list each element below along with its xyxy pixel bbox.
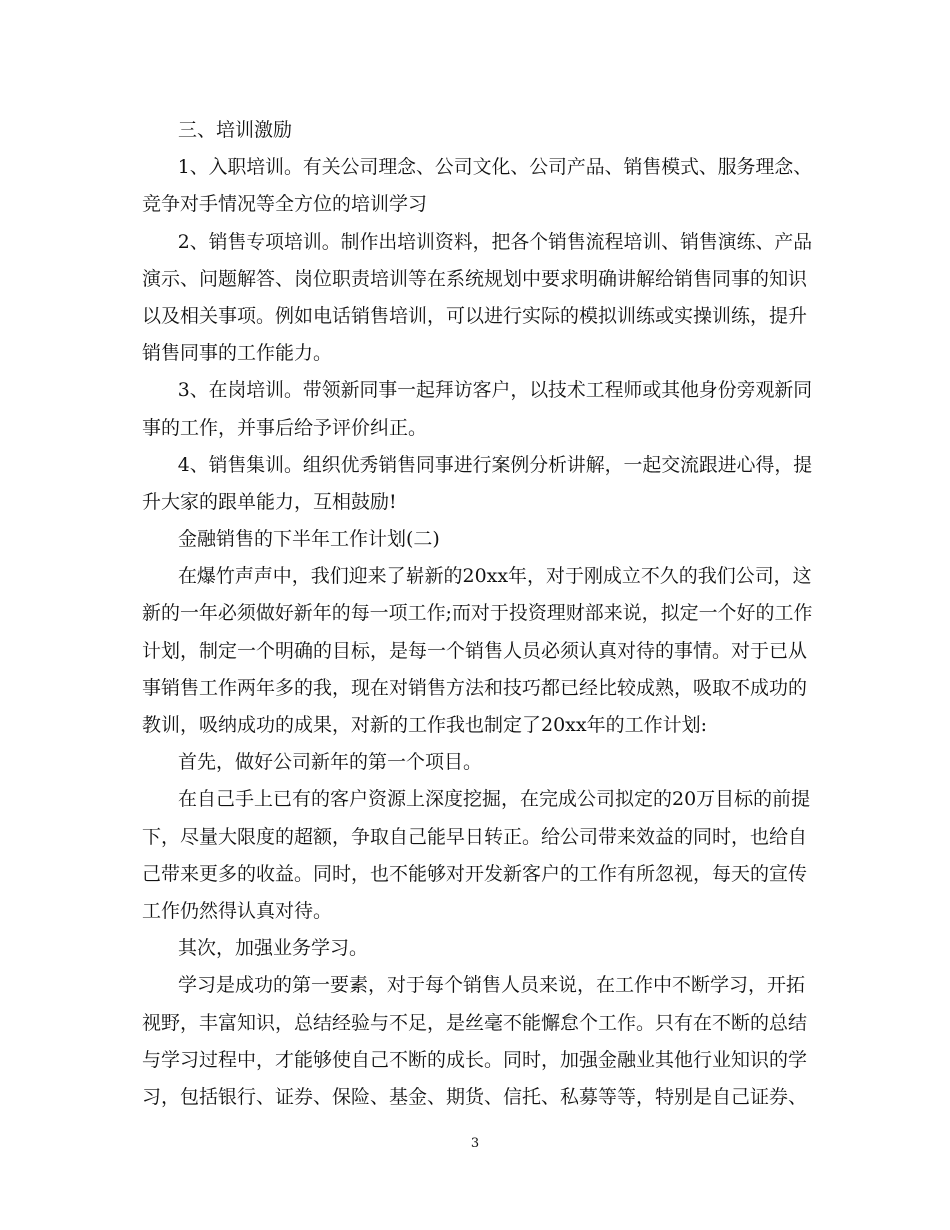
text-line: 工作仍然得认真对待。 [142,899,333,922]
text-line: 销售同事的工作能力。 [142,342,333,365]
text-line: 计划，制定一个明确的目标，是每一个销售人员必须认真对待的事情。对于已从 [142,639,808,662]
text-line: 视野，丰富知识，总结经验与不足，是丝毫不能懈怠个工作。只有在不断的总结 [142,1011,808,1034]
text-line: 1、入职培训。有关公司理念、公司文化、公司产品、销售模式、服务理念、 [177,156,813,179]
text-line: 升大家的跟单能力，互相鼓励! [142,490,397,513]
text-line: 首先，做好公司新年的第一个项目。 [178,751,483,774]
text-line: 教训，吸纳成功的成果，对新的工作我也制定了20xx年的工作计划: [142,714,708,736]
text-line: 己带来更多的收益。同时，也不能够对开发新客户的工作有所忽视，每天的宣传 [142,862,808,885]
text-line: 在爆竹声声中，我们迎来了崭新的20xx年，对于刚成立不久的我们公司，这 [177,565,812,588]
text-line: 在自己手上已有的客户资源上深度挖掘，在完成公司拟定的20万目标的前提 [178,788,811,811]
text-line: 习，包括银行、证券、保险、基金、期货、信托、私募等等，特别是自己证券、 [142,1085,808,1108]
text-line: 下，尽量大限度的超额，争取自己能早日转正。给公司带来效益的同时，也给自 [142,825,808,848]
text-line: 事的工作，并事后给予评价纠正。 [142,416,428,439]
text-line: 三、培训激励 [178,119,293,141]
text-line: 演示、问题解答、岗位职责培训等在系统规划中要求明确讲解给销售同事的知识 [142,267,808,290]
document-body [142,112,812,1116]
text-line: 4、销售集训。组织优秀销售同事进行案例分析讲解，一起交流跟进心得，提 [177,453,813,476]
text-line: 与学习过程中，才能够使自己不断的成长。同时，加强金融业其他行业知识的学 [142,1048,808,1071]
page-number: 3 [470,1136,480,1151]
text-line: 竞争对手情况等全方位的培训学习 [142,193,428,216]
text-line: 其次，加强业务学习。 [178,937,369,960]
text-line: 新的一年必须做好新年的每一项工作;而对于投资理财部来说，拟定一个好的工作 [142,602,813,625]
text-line: 3、在岗培训。带领新同事一起拜访客户，以技术工程师或其他身份旁观新同 [177,379,813,402]
text-line: 2、销售专项培训。制作出培训资料，把各个销售流程培训、销售演练、产品 [177,230,813,253]
text-line: 以及相关事项。例如电话销售培训，可以进行实际的模拟训练或实操训练，提升 [142,304,808,327]
text-line: 学习是成功的第一要素，对于每个销售人员来说，在工作中不断学习，开拓 [178,974,806,997]
text-line: 金融销售的下半年工作计划(二) [178,528,440,551]
text-line: 事销售工作两年多的我，现在对销售方法和技巧都已经比较成熟，吸取不成功的 [142,676,808,699]
